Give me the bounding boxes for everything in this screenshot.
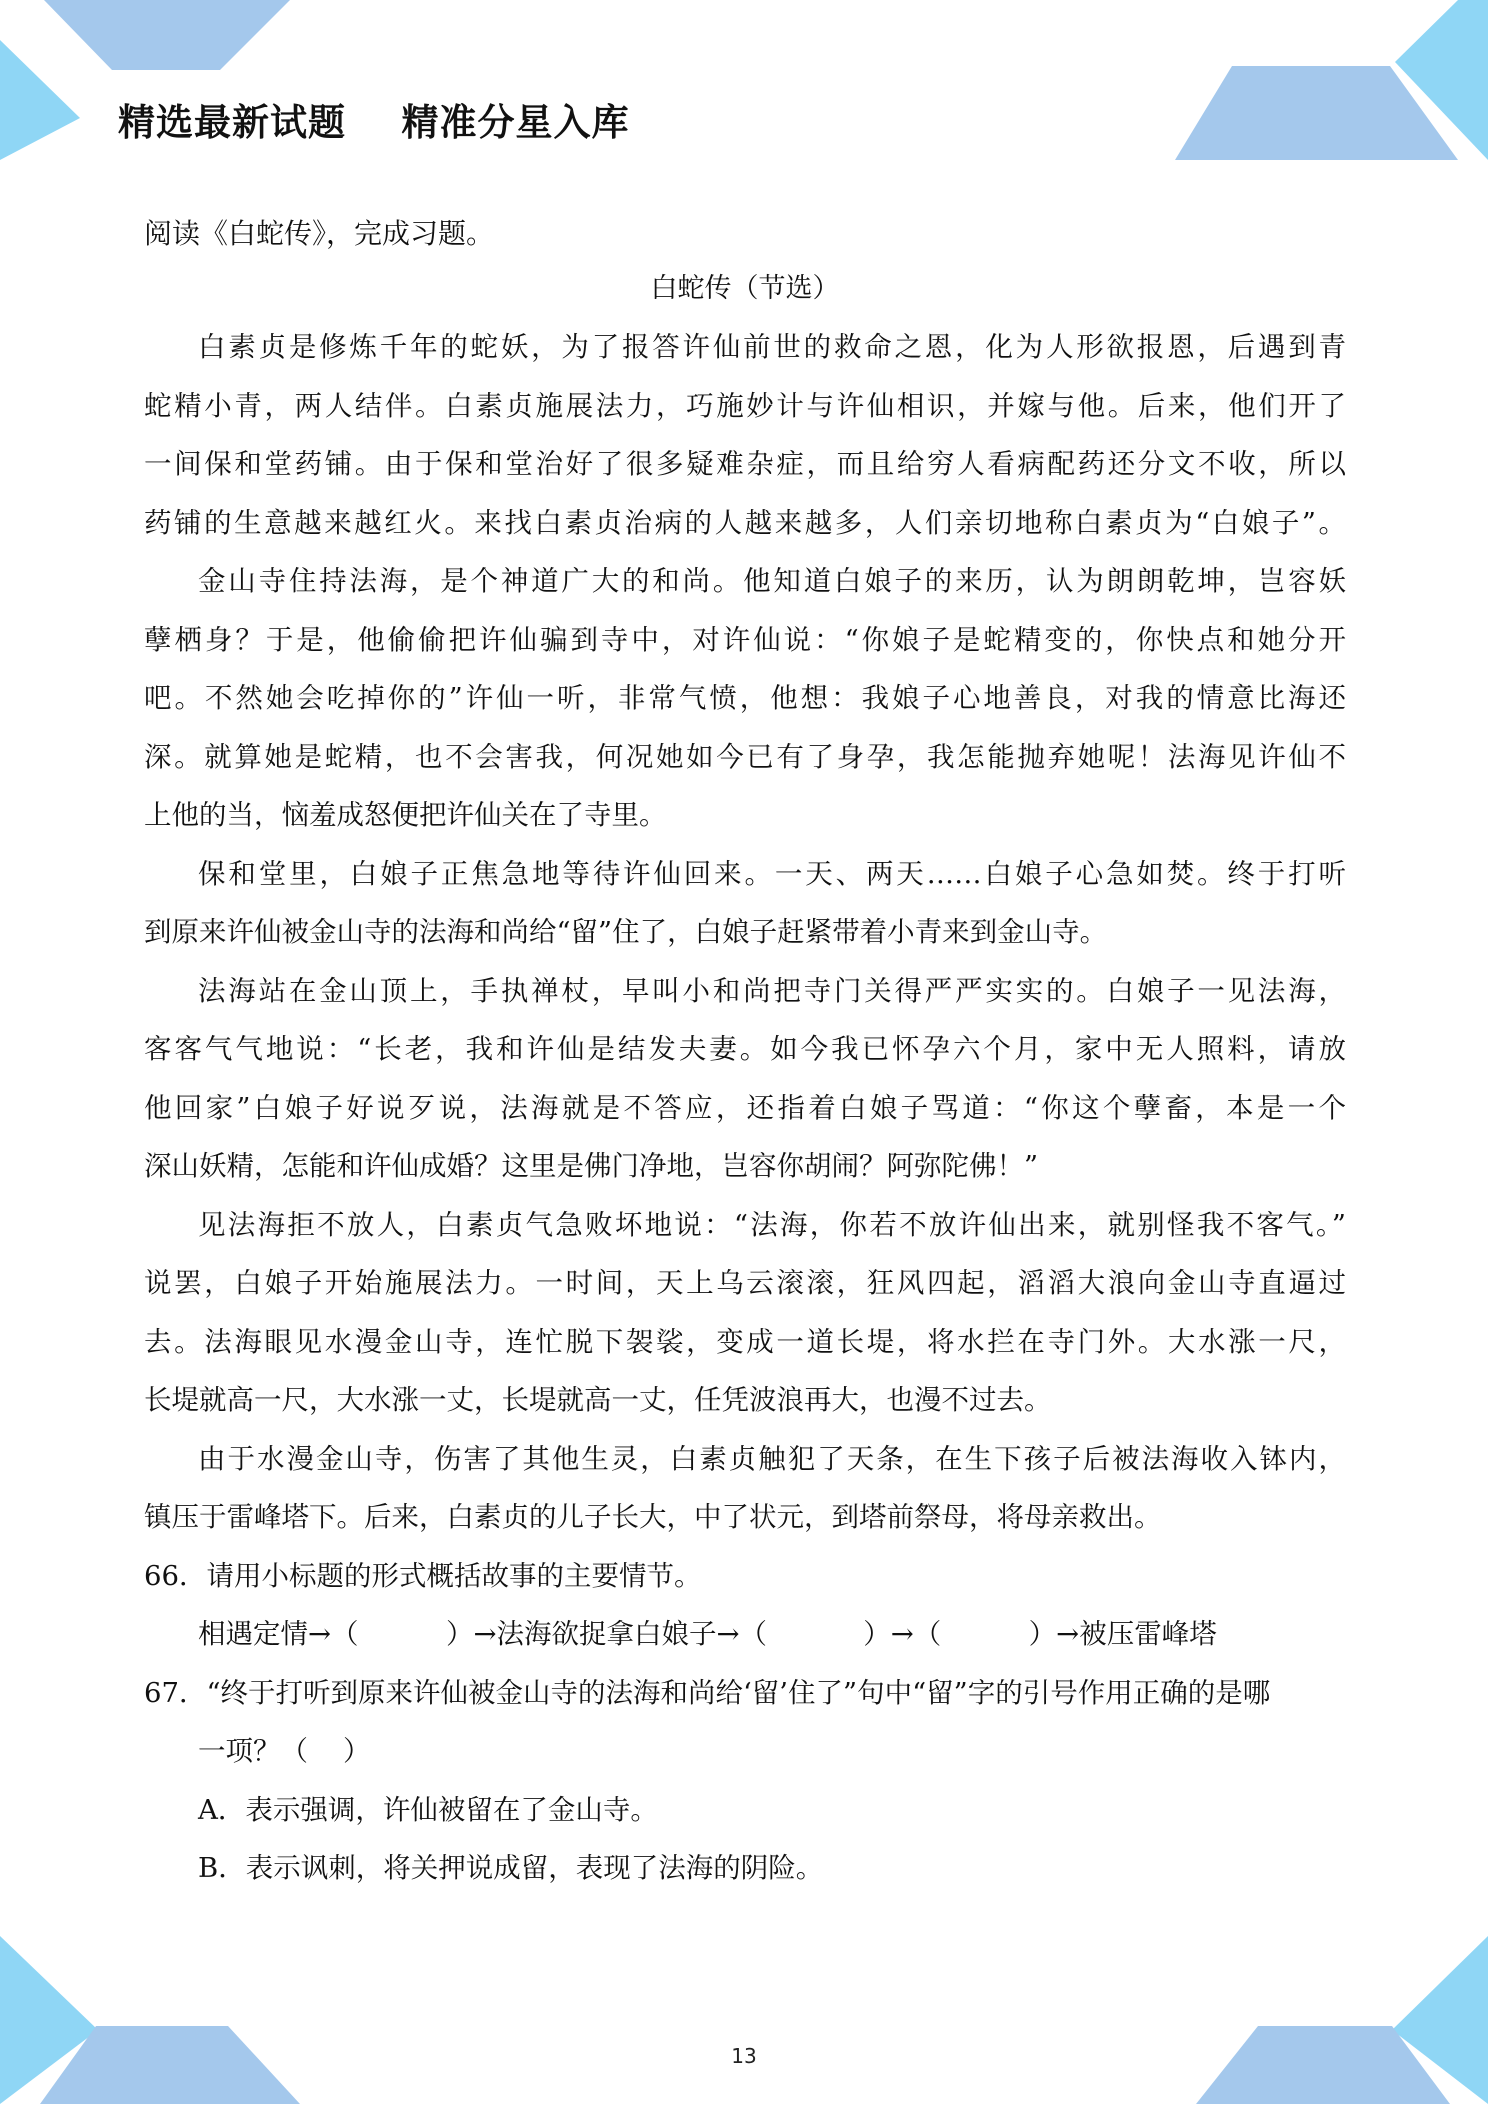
passage-line: 药铺的生意越来越红火。来找白素贞治病的人越来越多，人们亲切地称白素贞为“白娘子”。 — [144, 506, 1346, 539]
question-66-stem: 66．请用小标题的形式概括故事的主要情节。 — [144, 1559, 702, 1592]
passage-line: 吧。不然她会吃掉你的”许仙一听，非常气愤，他想：我娘子心地善良，对我的情意比海还 — [144, 682, 1346, 714]
passage-body — [144, 318, 1346, 1547]
passage-line: 蛇精小青，两人结伴。白素贞施展法力，巧施妙计与许仙相识，并嫁与他。后来，他们开了 — [144, 389, 1346, 422]
passage-line: 孽栖身？于是，他偷偷把许仙骗到寺中，对许仙说：“你娘子是蛇精变的，你快点和她分开 — [144, 623, 1346, 656]
passage-line: 金山寺住持法海，是个神道广大的和尚。他知道白娘子的来历，认为朗朗乾坤，岂容妖 — [198, 565, 1346, 597]
passage-line: 镇压于雷峰塔下。后来，白素贞的儿子长大，中了状元，到塔前祭母，将母亲救出。 — [144, 1501, 1162, 1533]
passage-line: 去。法海眼见水漫金山寺，连忙脱下袈裟，变成一道长堤，将水拦在寺门外。大水涨一尺， — [144, 1325, 1346, 1358]
top-left-band-shape — [44, 0, 290, 70]
passage-line: 由于水漫金山寺，伤害了其他生灵，白素贞触犯了天条，在生下孩子后被法海收入钵内， — [198, 1442, 1346, 1475]
reading-instruction: 阅读《白蛇传》，完成习题。 — [144, 217, 495, 250]
passage-line: 一间保和堂药铺。由于保和堂治好了很多疑难杂症，而且给穷人看病配药还分文不收，所以 — [144, 448, 1346, 480]
question-66-answer-line: 相遇定情→（ ）→法海欲捉拿白娘子→（ ）→（ ）→被压雷峰塔 — [198, 1618, 1217, 1650]
document-content — [144, 208, 1346, 1898]
passage-line: 到原来许仙被金山寺的法海和尚给“留”住了，白娘子赶紧带着小青来到金山寺。 — [144, 916, 1108, 948]
passage-line: 深山妖精，怎能和许仙成婚？这里是佛门净地，岂容你胡闹？阿弥陀佛！” — [144, 1150, 1039, 1182]
passage-line: 上他的当，恼羞成怒便把许仙关在了寺里。 — [144, 799, 667, 831]
passage-line: 他回家”白娘子好说歹说，法海就是不答应，还指着白娘子骂道：“你这个孽畜，本是一个 — [144, 1091, 1346, 1124]
page-number: 13 — [731, 2044, 757, 2068]
passage-line: 长堤就高一尺，大水涨一丈，长堤就高一丈，任凭波浪再大，也漫不过去。 — [144, 1384, 1052, 1416]
header-title: 精选最新试题 精准分星入库 — [118, 101, 630, 144]
question-67-option-b: B．表示讽刺，将关押说成留，表现了法海的阴险。 — [198, 1852, 824, 1884]
question-67-option-a: A．表示强调，许仙被留在了金山寺。 — [198, 1793, 658, 1826]
passage-line: 白素贞是修炼千年的蛇妖，为了报答许仙前世的救命之恩，化为人形欲报恩，后遇到青 — [198, 331, 1346, 363]
question-67-stem-line2: 一项？（ ） — [198, 1735, 371, 1767]
passage-line: 法海站在金山顶上，手执禅杖，早叫小和尚把寺门关得严严实实的。白娘子一见法海， — [198, 974, 1346, 1007]
passage-line: 说罢，白娘子开始施展法力。一时间，天上乌云滚滚，狂风四起，滔滔大浪向金山寺直逼过 — [144, 1267, 1346, 1299]
passage-line: 客客气气地说：“长老，我和许仙是结发夫妻。如今我已怀孕六个月，家中无人照料，请放 — [144, 1033, 1346, 1065]
top-left-corner-triangle — [0, 40, 80, 160]
passage-line: 保和堂里，白娘子正焦急地等待许仙回来。一天、两天……白娘子心急如焚。终于打听 — [198, 857, 1346, 890]
question-67-stem-line1: 67．“终于打听到原来许仙被金山寺的法海和尚给‘留’住了”句中“留”字的引号作用正确的是哪 — [144, 1676, 1271, 1709]
passage-line: 深。就算她是蛇精，也不会害我，何况她如今已有了身孕，我怎能抛弃她呢！法海见许仙不 — [144, 740, 1346, 773]
passage-title: 白蛇传（节选） — [650, 273, 840, 304]
question-67 — [144, 1664, 1346, 1898]
passage-line: 见法海拒不放人，白素贞气急败坏地说：“法海，你若不放许仙出来，就别怪我不客气。” — [198, 1208, 1346, 1241]
question-66 — [144, 1547, 1346, 1664]
